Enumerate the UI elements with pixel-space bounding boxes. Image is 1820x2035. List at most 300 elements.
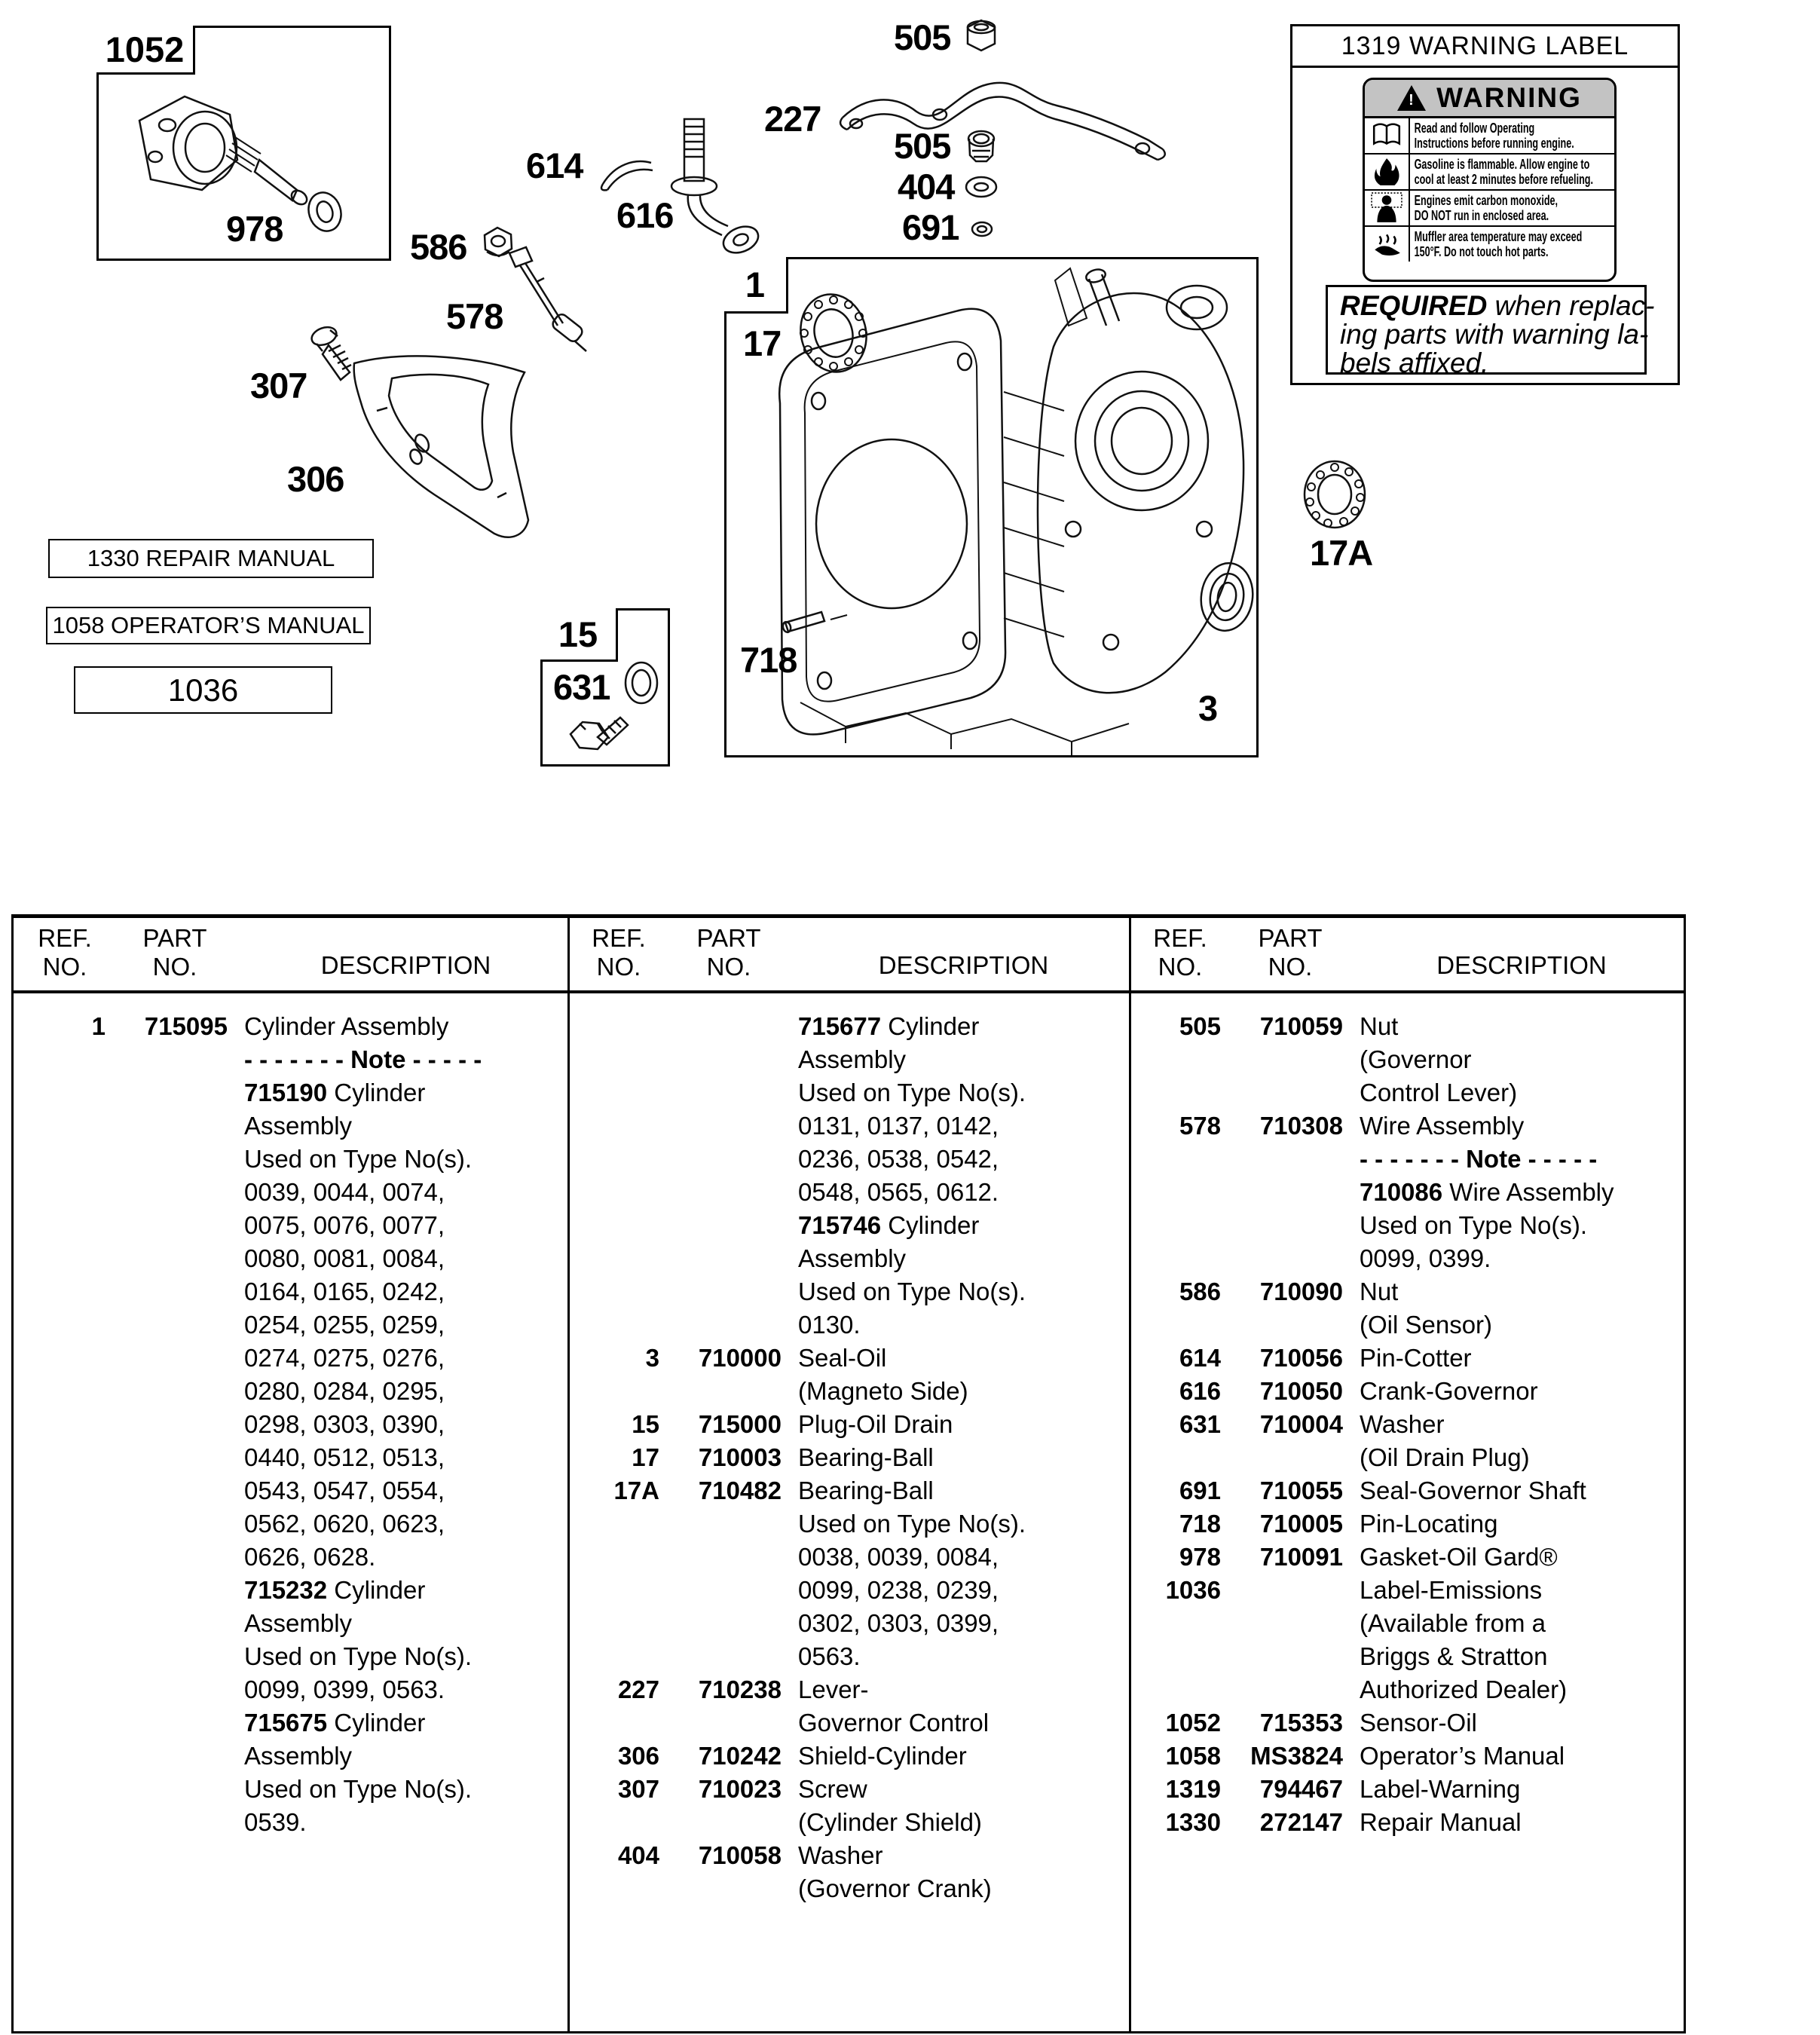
ref-no-cell — [1139, 1441, 1221, 1474]
ref-no-cell — [24, 1143, 106, 1176]
warning-label-panel — [1290, 24, 1680, 385]
part-no-cell — [1237, 1607, 1343, 1640]
description-cell: 0563. — [798, 1642, 861, 1670]
ref-no-cell — [578, 1607, 659, 1640]
ref-no-header: REF. NO. — [38, 924, 92, 981]
table-group-2 — [567, 918, 1129, 2031]
table-row — [1129, 1773, 1684, 1806]
ref-no-cell — [578, 1010, 659, 1043]
description-cell: 0131, 0137, 0142, — [798, 1112, 999, 1140]
table-row — [567, 1474, 1129, 1507]
ref-no-cell — [24, 1308, 106, 1342]
part-no-cell — [676, 1574, 782, 1607]
part-no-cell: 710056 — [1259, 1344, 1343, 1372]
table-row — [567, 1109, 1129, 1143]
seal-691-drawing — [972, 222, 992, 236]
ref-no-cell: 227 — [617, 1675, 659, 1703]
ref-no-cell: 586 — [1179, 1278, 1221, 1305]
part-no-cell — [676, 1507, 782, 1541]
ref-no-cell — [24, 1275, 106, 1308]
ref-no-cell — [578, 1640, 659, 1673]
table-row — [567, 1375, 1129, 1408]
part-no-cell — [122, 1109, 228, 1143]
emissions-label-box: 1036 — [74, 666, 332, 714]
part-no-header: PART NO. — [1258, 924, 1323, 981]
part-no-cell — [676, 1872, 782, 1905]
table-row — [1129, 1308, 1684, 1342]
description-cell: Assembly — [798, 1244, 907, 1272]
ref-no-cell: 17 — [632, 1443, 659, 1471]
ref-no-cell — [578, 1541, 659, 1574]
operators-manual-box: 1058 OPERATOR’S MANUAL — [46, 607, 371, 644]
table-row — [1129, 1507, 1684, 1541]
warning-row-text: Engines emit carbon monoxide, DO NOT run in enclosed area. — [1414, 193, 1558, 223]
ref-no-cell — [24, 1806, 106, 1839]
part-callout-17: 17 — [743, 323, 782, 363]
label-15: 15 — [558, 614, 598, 654]
part-no-cell — [676, 1375, 782, 1408]
part-no-cell — [1237, 1574, 1343, 1607]
description-cell: 0539. — [244, 1808, 307, 1836]
description-cell: 0099, 0238, 0239, — [798, 1576, 999, 1604]
ref-no-cell — [24, 1375, 106, 1408]
table-row — [14, 1242, 567, 1275]
ref-no-cell — [24, 1773, 106, 1806]
table-row — [567, 1640, 1129, 1673]
table-row — [567, 1541, 1129, 1574]
ref-no-cell: 614 — [1179, 1344, 1221, 1372]
table-rows-col2 — [567, 990, 1129, 1905]
description-cell: 0038, 0039, 0084, — [798, 1543, 999, 1571]
part-callout-978: 978 — [226, 209, 283, 249]
description-cell: (Oil Drain Plug) — [1360, 1443, 1530, 1471]
part-no-cell: 715353 — [1259, 1709, 1343, 1737]
part-no-cell: 710023 — [698, 1775, 782, 1803]
table-row — [14, 1574, 567, 1607]
ref-no-cell: 307 — [617, 1775, 659, 1803]
description-cell: 0099, 0399, 0563. — [244, 1675, 445, 1703]
description-cell: Sensor-Oil — [1360, 1709, 1477, 1737]
part-no-cell — [122, 1242, 228, 1275]
ref-no-cell — [24, 1242, 106, 1275]
description-cell: 0130. — [798, 1311, 861, 1339]
ref-no-cell: 1058 — [1165, 1742, 1221, 1770]
table-row — [567, 1673, 1129, 1706]
part-callout-17A: 17A — [1310, 533, 1373, 573]
required-note: REQUIRED when replac- ing parts with warning la- bels affixed. — [1326, 285, 1647, 375]
description-cell: 0075, 0076, 0077, — [244, 1211, 445, 1239]
part-no-cell — [122, 1441, 228, 1474]
description-cell: Used on Type No(s). — [798, 1510, 1026, 1538]
ref-no-cell — [1139, 1242, 1221, 1275]
ref-no-cell — [24, 1673, 106, 1706]
description-cell: Seal-Oil — [798, 1344, 887, 1372]
ref-no-cell: 631 — [1179, 1410, 1221, 1438]
part-no-cell — [676, 1275, 782, 1308]
part-no-cell — [676, 1806, 782, 1839]
part-callout-227: 227 — [764, 99, 821, 139]
description-cell: Used on Type No(s). — [244, 1642, 473, 1670]
table-row — [567, 1773, 1129, 1806]
book-icon — [1365, 118, 1410, 153]
bearing-17A-drawing — [1305, 461, 1365, 528]
description-cell: Pin-Cotter — [1360, 1344, 1472, 1372]
description-cell: (Governor — [1360, 1045, 1472, 1073]
description-cell: Governor Control — [798, 1709, 990, 1737]
description-cell: Assembly — [244, 1609, 353, 1637]
table-row — [14, 1143, 567, 1176]
table-row — [14, 1441, 567, 1474]
table-group-1 — [14, 918, 567, 2031]
ref-no-cell — [24, 1342, 106, 1375]
ref-no-cell — [578, 1109, 659, 1143]
description-cell: 0164, 0165, 0242, — [244, 1278, 445, 1305]
ref-no-cell — [24, 1109, 106, 1143]
ref-no-cell — [24, 1043, 106, 1076]
ref-no-cell — [578, 1275, 659, 1308]
part-no-cell: MS3824 — [1250, 1742, 1343, 1770]
table-row — [1129, 1209, 1684, 1242]
part-no-cell: 794467 — [1259, 1775, 1343, 1803]
part-no-cell: 710050 — [1259, 1377, 1343, 1405]
ref-no-cell: 17A — [613, 1477, 659, 1504]
table-row — [14, 1740, 567, 1773]
governor-lever-227-drawing — [840, 83, 1165, 160]
description-cell: 0298, 0303, 0390, — [244, 1410, 445, 1438]
ref-no-cell — [24, 1541, 106, 1574]
ref-no-cell: 718 — [1179, 1510, 1221, 1538]
table-rows-col3 — [1129, 990, 1684, 1839]
description-cell: 715746 Cylinder — [798, 1211, 980, 1239]
part-no-cell — [122, 1076, 228, 1109]
ref-no-cell — [24, 1209, 106, 1242]
ref-no-cell: 1 — [91, 1012, 106, 1040]
nut-505a-drawing — [968, 20, 995, 50]
table-row — [567, 1076, 1129, 1109]
part-no-cell — [676, 1242, 782, 1275]
ref-no-cell — [24, 1640, 106, 1673]
part-callout-616: 616 — [616, 195, 674, 235]
part-no-cell — [676, 1076, 782, 1109]
part-no-cell: 710058 — [698, 1841, 782, 1869]
description-cell: Washer — [798, 1841, 883, 1869]
warning-row-text: Read and follow Operating Instructions before running engine. — [1414, 121, 1574, 151]
description-cell: 0236, 0538, 0542, — [798, 1145, 999, 1173]
part-no-cell — [1237, 1176, 1343, 1209]
cotter-pin-614-drawing — [601, 161, 653, 190]
ref-no-cell — [578, 1209, 659, 1242]
part-no-header: PART NO. — [142, 924, 207, 981]
table-row — [1129, 1574, 1684, 1607]
table-row — [14, 1541, 567, 1574]
part-no-cell — [1237, 1308, 1343, 1342]
table-row — [1129, 1541, 1684, 1574]
warning-triangle-icon: ! — [1397, 85, 1426, 111]
ref-no-cell — [578, 1507, 659, 1541]
warning-rows — [1365, 118, 1614, 262]
governor-crank-616-drawing — [671, 119, 762, 258]
ref-no-cell — [24, 1507, 106, 1541]
part-no-cell — [122, 1607, 228, 1640]
description-cell: Authorized Dealer) — [1360, 1675, 1568, 1703]
cylinder-inset-box-label — [724, 257, 788, 314]
description-cell: (Magneto Side) — [798, 1377, 968, 1405]
table-row — [567, 1839, 1129, 1872]
description-cell: Washer — [1360, 1410, 1445, 1438]
part-no-cell: 715000 — [698, 1410, 782, 1438]
ref-no-cell: 404 — [617, 1841, 659, 1869]
table-row — [14, 1640, 567, 1673]
description-header: DESCRIPTION — [320, 951, 491, 979]
part-no-cell — [1237, 1143, 1343, 1176]
description-cell: Nut — [1360, 1012, 1399, 1040]
part-no-cell — [676, 1109, 782, 1143]
part-callout-631: 631 — [553, 667, 610, 707]
part-no-cell — [676, 1640, 782, 1673]
ref-no-cell: 15 — [632, 1410, 659, 1438]
description-cell: - - - - - - - Note - - - - - — [244, 1045, 482, 1073]
part-no-cell — [122, 1574, 228, 1607]
table-row — [1129, 1242, 1684, 1275]
part-no-cell: 710242 — [698, 1742, 782, 1770]
nut-586-drawing — [485, 228, 512, 256]
table-row — [1129, 1673, 1684, 1706]
part-no-cell — [676, 1010, 782, 1043]
cylinder-shield-306-drawing — [354, 356, 528, 537]
table-row — [1129, 1640, 1684, 1673]
part-callout-718: 718 — [740, 640, 797, 680]
table-row — [14, 1806, 567, 1839]
screw-307-drawing — [309, 324, 351, 380]
table-row — [14, 1010, 567, 1043]
part-no-cell — [676, 1607, 782, 1640]
description-cell: 0302, 0303, 0399, — [798, 1609, 999, 1637]
description-cell: Repair Manual — [1360, 1808, 1522, 1836]
description-cell: 0280, 0284, 0295, — [244, 1377, 445, 1405]
part-no-cell — [122, 1043, 228, 1076]
ref-no-cell — [578, 1308, 659, 1342]
part-callout-505b: 505 — [894, 126, 951, 166]
part-callout-691: 691 — [902, 207, 959, 247]
ref-no-cell — [1139, 1176, 1221, 1209]
table-row — [1129, 1109, 1684, 1143]
warning-word: WARNING — [1436, 82, 1582, 113]
warning-row-text: Gasoline is flammable. Allow engine to cool at least 2 minutes before refueling. — [1414, 157, 1593, 187]
part-no-cell — [122, 1507, 228, 1541]
carbon-monoxide-icon — [1365, 191, 1410, 225]
table-row — [14, 1773, 567, 1806]
description-cell: Used on Type No(s). — [1360, 1211, 1588, 1239]
table-row — [14, 1342, 567, 1375]
part-no-cell: 710090 — [1259, 1278, 1343, 1305]
ref-no-cell: 1052 — [1165, 1709, 1221, 1737]
part-no-cell: 710004 — [1259, 1410, 1343, 1438]
part-no-cell — [122, 1541, 228, 1574]
description-cell: 0562, 0620, 0623, — [244, 1510, 445, 1538]
table-row — [567, 1872, 1129, 1905]
description-cell: Used on Type No(s). — [244, 1775, 473, 1803]
table-row — [567, 1441, 1129, 1474]
ref-no-cell — [24, 1408, 106, 1441]
table-row — [14, 1176, 567, 1209]
table-header — [1129, 918, 1684, 993]
label-1052: 1052 — [105, 29, 185, 69]
table-row — [567, 1574, 1129, 1607]
table-row — [567, 1043, 1129, 1076]
ref-no-cell: 1036 — [1165, 1576, 1221, 1604]
part-no-cell — [122, 1706, 228, 1740]
table-row — [567, 1308, 1129, 1342]
table-row — [567, 1507, 1129, 1541]
ref-no-cell — [578, 1806, 659, 1839]
ref-no-cell — [578, 1375, 659, 1408]
part-no-cell — [122, 1342, 228, 1375]
table-row — [14, 1209, 567, 1242]
table-row — [14, 1275, 567, 1308]
description-cell: 0440, 0512, 0513, — [244, 1443, 445, 1471]
part-no-cell — [676, 1706, 782, 1740]
table-row — [1129, 1441, 1684, 1474]
part-no-cell: 710238 — [698, 1675, 782, 1703]
table-row — [567, 1176, 1129, 1209]
table-row — [567, 1740, 1129, 1773]
ref-no-cell — [24, 1740, 106, 1773]
part-no-cell — [122, 1275, 228, 1308]
ref-no-cell — [1139, 1308, 1221, 1342]
table-row — [1129, 1408, 1684, 1441]
warning-row — [1365, 189, 1614, 225]
part-no-cell — [1237, 1076, 1343, 1109]
description-cell: Pin-Locating — [1360, 1510, 1498, 1538]
ref-no-cell: 1330 — [1165, 1808, 1221, 1836]
part-callout-307: 307 — [250, 366, 307, 405]
part-no-cell — [676, 1043, 782, 1076]
drain-plug-inset-box-label — [540, 608, 618, 662]
description-header: DESCRIPTION — [1436, 951, 1607, 979]
description-cell: 0254, 0255, 0259, — [244, 1311, 445, 1339]
table-header — [14, 918, 567, 993]
wire-assembly-578-drawing — [509, 247, 586, 351]
part-no-cell: 710055 — [1259, 1477, 1343, 1504]
part-no-cell: 710482 — [698, 1477, 782, 1504]
sensor-inset-box-label — [96, 26, 195, 75]
part-no-cell: 715095 — [144, 1012, 228, 1040]
part-callout-505a: 505 — [894, 17, 951, 57]
table-row — [14, 1706, 567, 1740]
description-cell: Control Lever) — [1360, 1079, 1518, 1106]
warning-sticker-band — [1365, 80, 1614, 118]
ref-no-cell — [24, 1076, 106, 1109]
part-callout-306: 306 — [287, 459, 344, 499]
warning-row — [1365, 153, 1614, 189]
warning-sticker — [1363, 78, 1617, 282]
table-row — [1129, 1342, 1684, 1375]
ref-no-cell: 1319 — [1165, 1775, 1221, 1803]
table-row — [14, 1109, 567, 1143]
table-row — [1129, 1275, 1684, 1308]
part-no-cell: 710000 — [698, 1344, 782, 1372]
description-cell: Used on Type No(s). — [244, 1145, 473, 1173]
ref-no-cell — [1139, 1640, 1221, 1673]
description-cell: Operator’s Manual — [1360, 1742, 1565, 1770]
table-row — [14, 1673, 567, 1706]
description-cell: Screw — [798, 1775, 867, 1803]
ref-no-cell — [578, 1076, 659, 1109]
description-cell: Crank-Governor — [1360, 1377, 1538, 1405]
table-row — [567, 1010, 1129, 1043]
description-cell: 0080, 0081, 0084, — [244, 1244, 445, 1272]
table-row — [567, 1806, 1129, 1839]
table-row — [14, 1375, 567, 1408]
part-no-cell — [1237, 1673, 1343, 1706]
table-row — [567, 1408, 1129, 1441]
ref-no-cell — [24, 1176, 106, 1209]
ref-no-cell — [1139, 1043, 1221, 1076]
ref-no-cell: 578 — [1179, 1112, 1221, 1140]
part-callout-586: 586 — [410, 227, 467, 267]
table-row — [567, 1342, 1129, 1375]
ref-no-cell: 691 — [1179, 1477, 1221, 1504]
description-cell: Lever- — [798, 1675, 869, 1703]
ref-no-cell: 306 — [617, 1742, 659, 1770]
part-no-cell — [1237, 1043, 1343, 1076]
table-row — [1129, 1010, 1684, 1043]
ref-no-cell — [24, 1474, 106, 1507]
part-no-cell — [122, 1673, 228, 1706]
part-no-cell — [676, 1176, 782, 1209]
table-row — [14, 1308, 567, 1342]
description-cell: (Governor Crank) — [798, 1874, 992, 1902]
description-cell: Assembly — [244, 1112, 353, 1140]
table-rows-col1 — [14, 990, 567, 1839]
part-no-cell — [122, 1740, 228, 1773]
table-header — [567, 918, 1129, 993]
part-no-cell — [676, 1541, 782, 1574]
flame-icon — [1365, 155, 1410, 189]
table-row — [567, 1143, 1129, 1176]
table-row — [14, 1043, 567, 1076]
ref-no-header: REF. NO. — [592, 924, 646, 981]
part-no-cell — [122, 1474, 228, 1507]
warning-row — [1365, 225, 1614, 262]
hot-surface-icon — [1365, 227, 1410, 262]
part-callout-3: 3 — [1198, 688, 1218, 728]
description-cell: 0274, 0275, 0276, — [244, 1344, 445, 1372]
part-callout-614: 614 — [526, 145, 583, 185]
ref-no-cell — [578, 1176, 659, 1209]
warning-row-text: Muffler area temperature may exceed 150°F. Do not touch hot parts. — [1414, 229, 1583, 259]
description-cell: 0548, 0565, 0612. — [798, 1178, 999, 1206]
description-cell: Shield-Cylinder — [798, 1742, 967, 1770]
ref-no-header: REF. NO. — [1153, 924, 1207, 981]
ref-no-cell — [578, 1872, 659, 1905]
part-no-cell — [676, 1143, 782, 1176]
ref-no-cell: 3 — [645, 1344, 659, 1372]
washer-404-drawing — [966, 177, 996, 197]
ref-no-cell — [1139, 1143, 1221, 1176]
description-cell: Nut — [1360, 1278, 1399, 1305]
warning-panel-title: 1319 WARNING LABEL — [1292, 26, 1678, 68]
table-row — [1129, 1607, 1684, 1640]
ref-no-cell — [24, 1441, 106, 1474]
description-cell: Assembly — [244, 1742, 353, 1770]
description-cell: - - - - - - - Note - - - - - — [1360, 1145, 1598, 1173]
part-no-cell: 710005 — [1259, 1510, 1343, 1538]
nut-505b-drawing — [968, 131, 994, 161]
description-cell: 0099, 0399. — [1360, 1244, 1491, 1272]
ref-no-cell — [24, 1574, 106, 1607]
part-no-cell — [122, 1209, 228, 1242]
